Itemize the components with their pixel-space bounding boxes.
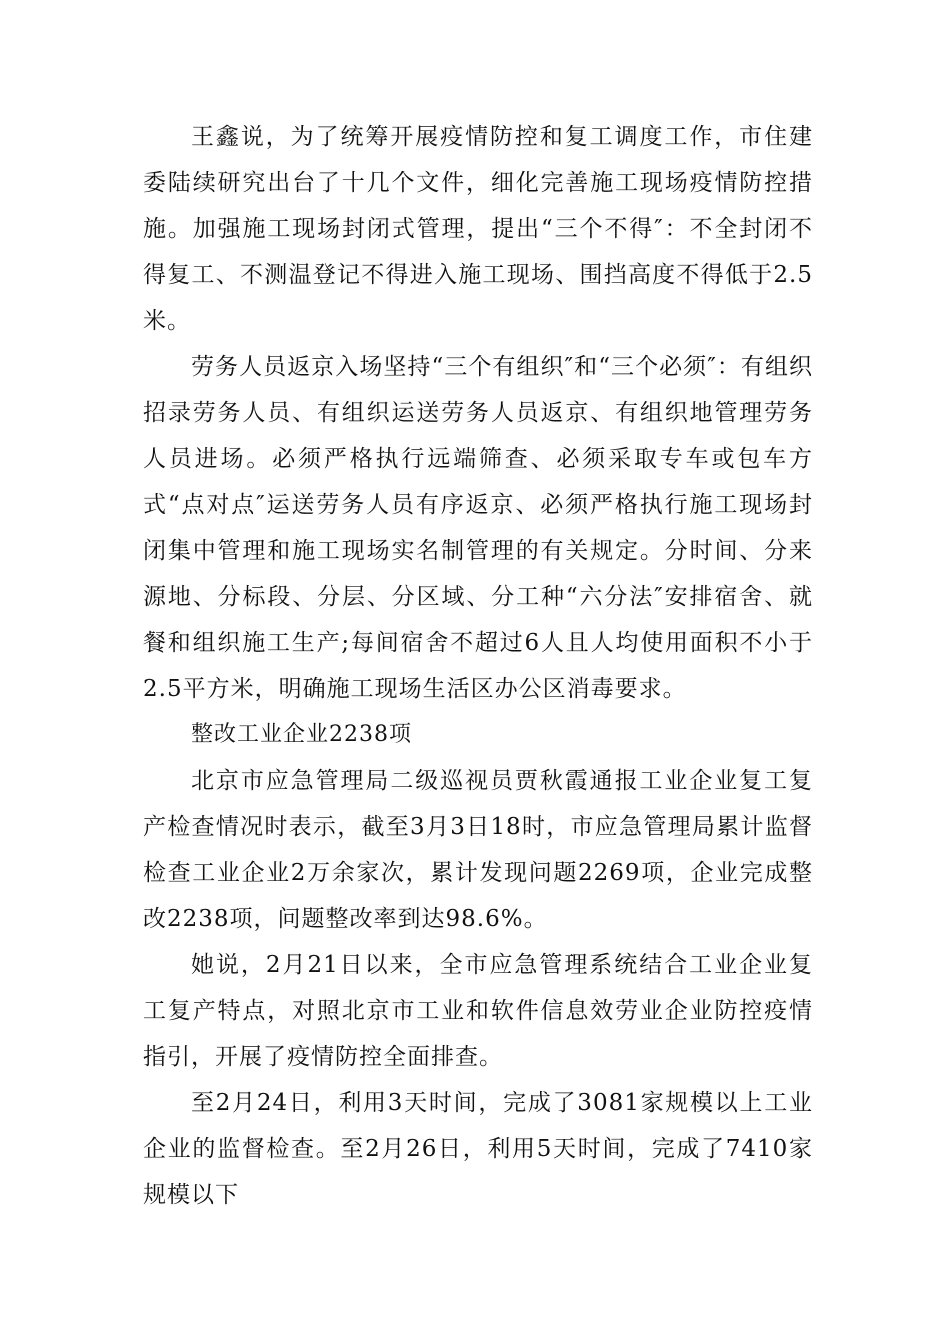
paragraph-2: 劳务人员返京入场坚持“三个有组织″和“三个必须″：有组织招录劳务人员、有组织运送劳务人员返京、有组织地管理劳务人员进场。必须严格执行远端筛查、必须采取专车或包车方式“点对点″运送劳务人员有序返京、必须严格执行施工现场封闭集中管理和施工现场实名制管理的有关规定。分时间、分来源地、分标段、分层、分区域、分工种“六分法″安排宿舍、就餐和组织施工生产;每间宿舍不超过6人且人均使用面积不小于2.5平方米，明确施工现场生活区办公区消毒要求。 [143,354,813,702]
section-heading: 整改工业企业2238项 [191,722,412,747]
paragraph-4: 她说，2月21日以来，全市应急管理系统结合工业企业复工复产特点，对照北京市工业和软件信息效劳业企业防控疫情指引，开展了疫情防控全面排查。 [143,952,813,1070]
paragraph-3: 北京市应急管理局二级巡视员贾秋霞通报工业企业复工复产检查情况时表示，截至3月3日18时，市应急管理局累计监督检查工业企业2万余家次，累计发现问题2269项，企业完成整改2238项，问题整改率到达98.6%。 [143,768,813,932]
document-body [143,114,813,1218]
paragraph-1: 王鑫说，为了统筹开展疫情防控和复工调度工作，市住建委陆续研究出台了十几个文件，细化完善施工现场疫情防控措施。加强施工现场封闭式管理，提出“三个不得″：不全封闭不得复工、不测温登记不得进入施工现场、围挡高度不得低于2.5米。 [143,124,813,334]
paragraph-5: 至2月24日，利用3天时间，完成了3081家规模以上工业企业的监督检查。至2月26日，利用5天时间，完成了7410家规模以下 [143,1090,813,1208]
